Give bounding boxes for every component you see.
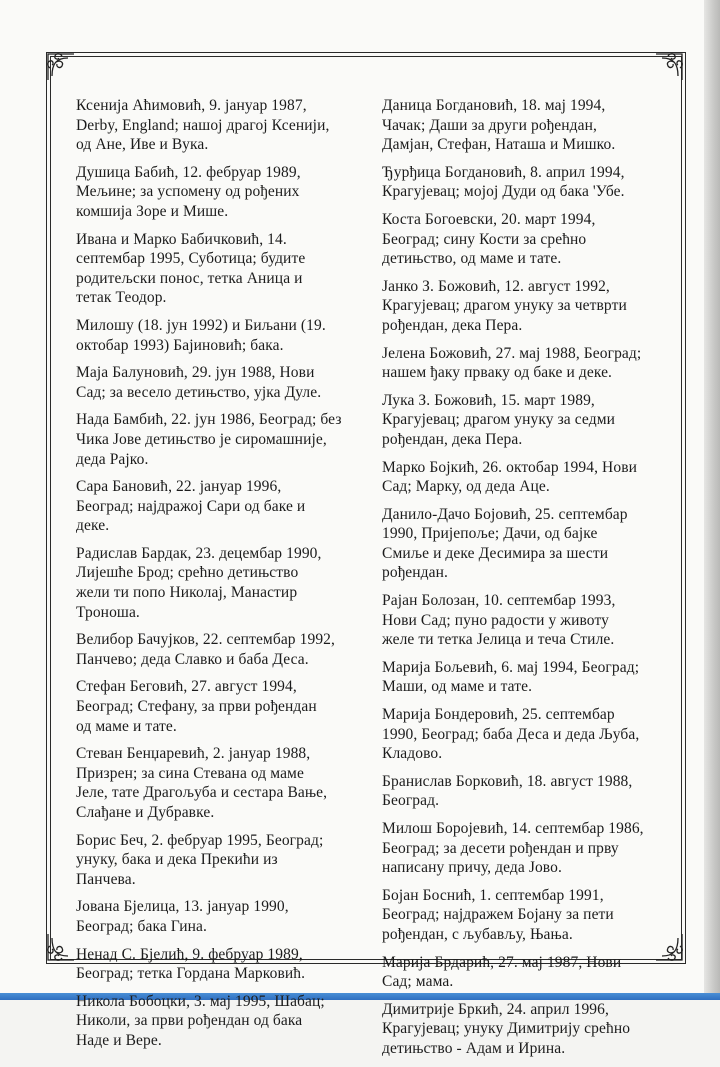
dedication-entry	[76, 630, 368, 669]
dedication-line: Стеван Бенџаревић, 2. јануар 1988,	[76, 745, 311, 763]
dedication-line: Стефан Беговић, 27. август 1994,	[76, 678, 297, 696]
dedication-entry	[76, 96, 368, 155]
dedication-entry	[76, 831, 368, 890]
dedication-entry	[382, 886, 674, 945]
dedication-line: Нада Бамбић, 22. јун 1986, Београд; без	[76, 411, 342, 429]
dedication-line: Дамјан, Стефан, Наташа и Мишко.	[382, 136, 616, 154]
dedication-line: Коста Богоевски, 20. март 1994,	[382, 210, 596, 228]
dedication-line: октобар 1993) Бајиновић; бака.	[76, 336, 284, 354]
dedication-line: Маши, од маме и тате.	[382, 678, 533, 696]
dedication-entry	[76, 316, 368, 355]
dedication-entry	[382, 163, 674, 202]
corner-ornament-icon	[652, 50, 686, 84]
dedication-line: Маја Балуновић, 29. јун 1988, Нови	[76, 364, 315, 382]
dedication-line: Београд; тетка Гордана Марковић.	[76, 965, 306, 983]
dedication-line: Чачак; Даши за други рођендан,	[382, 116, 597, 134]
dedication-entry	[76, 163, 368, 222]
dedication-line: Смиље и деке Десимира за шести	[382, 544, 609, 562]
dedication-line: Београд; најдражој Сари од баке и	[76, 497, 306, 515]
dedication-line: деда Рајко.	[76, 450, 149, 468]
dedication-line: родитељски понос, тетка Аница и	[76, 269, 303, 287]
dedication-entry	[76, 410, 368, 469]
dedication-line: Борис Беч, 2. фебруар 1995, Београд;	[76, 831, 324, 849]
dedication-line: Кладово.	[382, 745, 443, 763]
dedication-entry	[382, 819, 674, 878]
dedication-line: рођендан, дека Пера.	[382, 430, 523, 448]
dedication-line: Рајан Болозан, 10. септембар 1993,	[382, 592, 616, 610]
dedication-line: Данило-Дачо Бојовић, 25. септембар	[382, 505, 628, 523]
dedication-line: Марија Бондеровић, 25. септембар	[382, 706, 615, 724]
dedication-entry	[76, 544, 368, 622]
dedication-line: Нови Сад; пуно радости у животу	[382, 611, 609, 629]
dedication-line: жели ти попо Николај, Манастир	[76, 584, 298, 602]
dedication-line: Мељине; за успомену од рођених	[76, 183, 300, 201]
dedication-line: Београд.	[382, 792, 440, 810]
dedication-line: детињство - Адам и Ирина.	[382, 1039, 566, 1057]
dedication-line: Панчево; деда Славко и баба Деса.	[76, 650, 309, 668]
dedication-entry	[382, 391, 674, 450]
dedication-line: Сад; за весело детињство, ујка Дуле.	[76, 383, 322, 401]
dedication-line: Марко Бојкић, 26. октобар 1994, Нови	[382, 458, 638, 476]
dedication-line: Бранислав Борковић, 18. август 1988,	[382, 772, 633, 790]
dedication-line: Чика Јове детињство је сиромашније,	[76, 430, 327, 448]
dedication-line: Марија Бољевић, 6. мај 1994, Београд;	[382, 658, 640, 676]
dedication-entry	[382, 344, 674, 383]
dedication-line: Душица Бабић, 12. фебруар 1989,	[76, 163, 301, 181]
dedication-line: Derby, England; нашој драгој Ксенији,	[76, 116, 330, 134]
dedication-line: Наде и Вере.	[76, 1031, 162, 1049]
dedication-line: деке.	[76, 517, 110, 535]
dedication-entry	[76, 945, 368, 984]
dedication-entry	[76, 992, 368, 1051]
dedication-line: Јована Бјелица, 13. јануар 1990,	[76, 898, 289, 916]
dedication-line: детињство, од маме и тате.	[382, 250, 562, 268]
dedication-entry	[76, 363, 368, 402]
dedication-line: од Ане, Иве и Вука.	[76, 136, 209, 154]
dedication-entry	[382, 277, 674, 336]
dedication-line: Николи, за први рођендан од бака	[76, 1012, 303, 1030]
dedication-line: од маме и тате.	[76, 717, 177, 735]
dedication-line: Лијешће Брод; срећно детињство	[76, 564, 299, 582]
dedication-line: Ксенија Аћимовић, 9. јануар 1987,	[76, 97, 307, 114]
dedication-line: Даница Богдановић, 18. мај 1994,	[382, 97, 606, 114]
dedication-line: рођендан, дека Пера.	[382, 316, 523, 334]
dedication-line: желе ти тетка Јелица и теча Стиле.	[382, 631, 615, 649]
dedication-entry	[382, 96, 674, 155]
dedication-entry	[382, 1000, 674, 1059]
dedication-line: Никола Бобоцки, 3. мај 1995, Шабац;	[76, 992, 325, 1010]
dedication-entry	[76, 477, 368, 536]
dedication-line: Милошу (18. јун 1992) и Биљани (19.	[76, 316, 326, 334]
dedication-line: Ђурђица Богдановић, 8. април 1994,	[382, 163, 625, 181]
dedication-line: Марија Брдарић, 27. мај 1987, Нови	[382, 953, 622, 971]
dedication-line: Крагујевац; унуку Димитрију срећно	[382, 1020, 631, 1038]
dedication-line: Слађане и Дубравке.	[76, 804, 215, 821]
dedication-column-right	[382, 96, 674, 1067]
dedication-line: Београд; бака Гина.	[76, 917, 208, 935]
dedication-line: унуку, бака и дека Прекићи из	[76, 851, 278, 869]
dedication-line: Сара Бановић, 22. јануар 1996,	[76, 478, 282, 496]
dedication-line: написану причу, деда Јово.	[382, 859, 562, 877]
dedication-line: септембар 1995, Суботица; будите	[76, 250, 306, 268]
dedication-line: 1990, Пријепоље; Дачи, од бајке	[382, 525, 598, 543]
dedication-line: Лука З. Божовић, 15. март 1989,	[382, 391, 595, 409]
dedication-line: Бојан Боснић, 1. септембар 1991,	[382, 886, 604, 904]
corner-ornament-icon	[44, 50, 78, 84]
dedication-line: Радислав Бардак, 23. децембар 1990,	[76, 544, 322, 562]
dedication-entry	[76, 677, 368, 736]
dedication-line: 1990, Београд; баба Деса и деда Љуба,	[382, 725, 640, 743]
dedication-line: Троноша.	[76, 603, 140, 621]
dedication-entry	[382, 210, 674, 269]
dedication-line: Милош Борojeвић, 14. септембар 1986,	[382, 820, 644, 837]
dedication-line: Београд; за десети рођендан и прву	[382, 839, 619, 857]
dedication-line: Београд; најдражем Бојану за пети	[382, 906, 614, 924]
dedication-line: комшија Зоре и Мише.	[76, 202, 229, 220]
dedication-entry	[382, 705, 674, 764]
corner-ornament-icon	[44, 930, 78, 964]
dedication-entry	[382, 772, 674, 811]
dedication-line: Ивана и Марко Бабичковић, 14.	[76, 230, 287, 248]
dedication-entry	[382, 505, 674, 583]
dedication-line: тетак Теодор.	[76, 289, 167, 307]
dedication-entry	[76, 230, 368, 308]
dedication-line: Крагујевац; мојој Дуди од бака 'Убе.	[382, 183, 625, 201]
dedication-entry	[382, 458, 674, 497]
dedication-entry	[382, 953, 674, 992]
dedication-line: Панчева.	[76, 870, 136, 888]
dedication-line: рођендан, с љубављу, Њања.	[382, 925, 573, 943]
dedication-line: рођендан.	[382, 564, 448, 582]
dedication-line: Јанко З. Божовић, 12. август 1992,	[382, 277, 610, 295]
dedication-line: Сад; мама.	[382, 973, 454, 991]
dedication-line: нашем ђаку првaку од баке и деке.	[382, 364, 613, 382]
page-edge	[704, 0, 720, 1000]
dedication-line: Велибор Бачујков, 22. септембар 1992,	[76, 631, 336, 649]
dedication-entry	[382, 591, 674, 650]
dedication-entry	[382, 658, 674, 697]
dedication-entry	[76, 897, 368, 936]
dedication-entry	[76, 744, 368, 822]
dedication-line: Јелена Божовић, 27. мај 1988, Београд;	[382, 344, 642, 362]
dedication-column-left	[76, 96, 368, 1059]
dedication-line: Београд; сину Кости за срећно	[382, 230, 587, 248]
dedication-line: Јеле, тате Драгољуба и сестара Вање,	[76, 784, 328, 802]
dedication-line: Сад; Марку, од деда Аце.	[382, 478, 550, 496]
dedication-line: Димитрије Бркић, 24. април 1996,	[382, 1000, 609, 1018]
dedication-line: Крагујевац; драгом унуку за четврти	[382, 297, 627, 315]
dedication-line: Ненад С. Бјелић, 9. фебруар 1989,	[76, 945, 303, 963]
dedication-line: Београд; Стефану, за први рођендан	[76, 698, 317, 716]
dedication-line: Крагујевац; драгом унуку за седми	[382, 411, 615, 429]
dedication-line: Призрен; за сина Стевана од маме	[76, 764, 304, 782]
